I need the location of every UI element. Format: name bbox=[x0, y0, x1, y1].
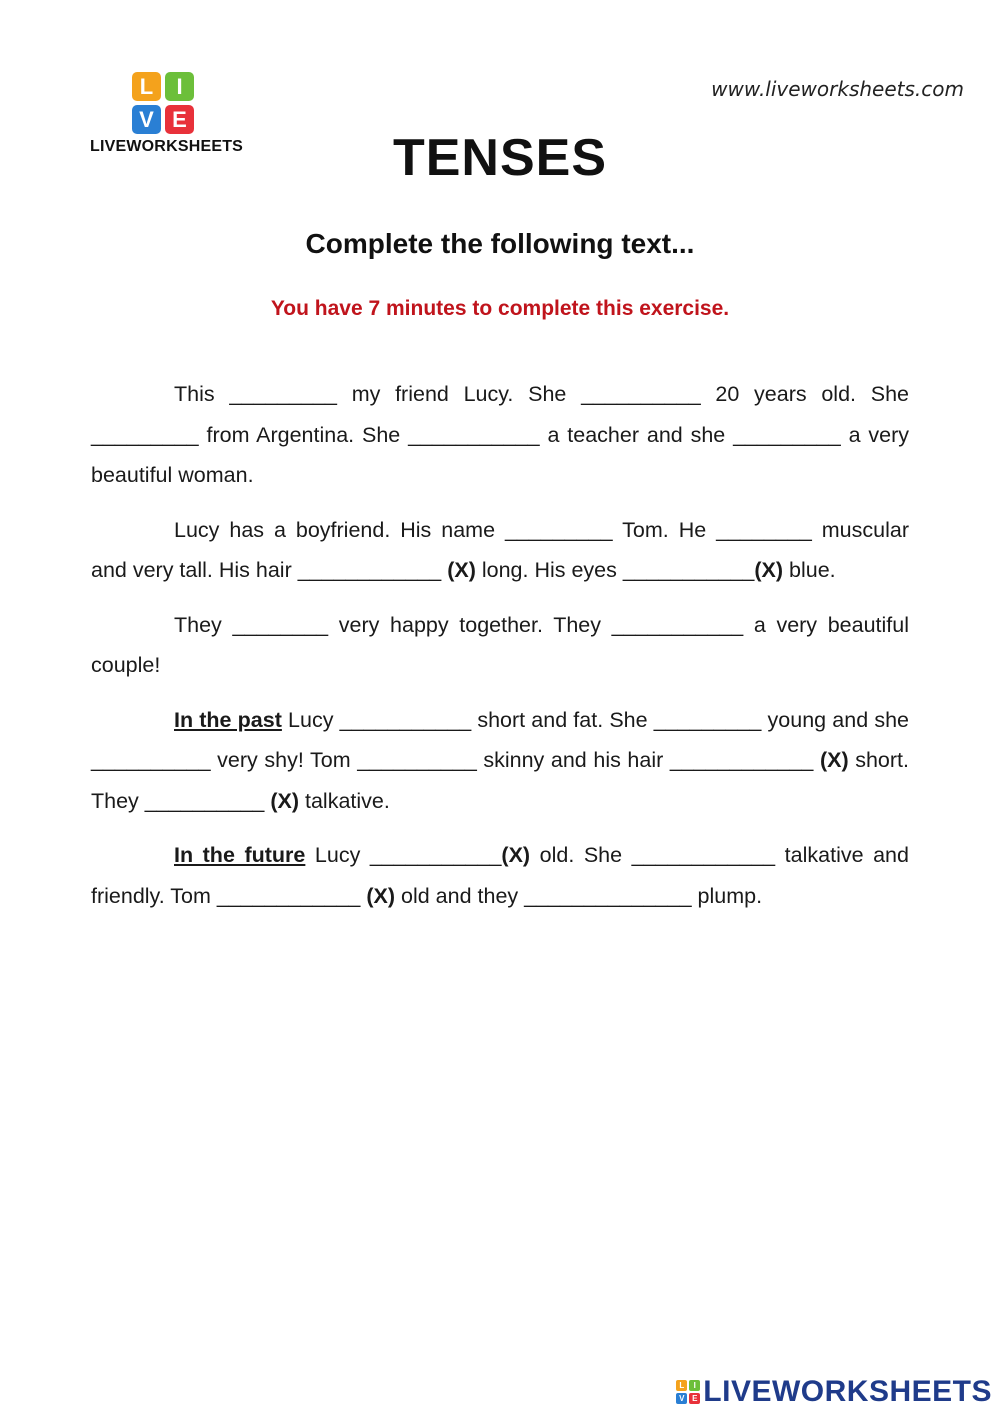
timer-note: You have 7 minutes to complete this exercise. bbox=[270, 297, 730, 320]
text-run: This bbox=[174, 382, 230, 406]
text-run: Lucy bbox=[305, 843, 370, 867]
answer-blank[interactable]: ________ bbox=[232, 612, 329, 637]
footer-tile-e: E bbox=[689, 1393, 700, 1404]
text-run: young and she bbox=[761, 707, 909, 732]
site-url[interactable]: www.liveworksheets.com bbox=[711, 77, 964, 101]
answer-blank[interactable]: ____________ bbox=[297, 558, 442, 582]
answer-blank[interactable]: __________ bbox=[581, 382, 701, 406]
text-run: a very beautiful couple! bbox=[91, 612, 909, 677]
text-run: talkative and friendly. Tom bbox=[91, 843, 909, 908]
answer-blank[interactable]: _________ bbox=[504, 517, 613, 542]
footer-logo-text: LIVEWORKSHEETS bbox=[703, 1375, 992, 1408]
text-run: very happy together. They bbox=[328, 612, 612, 637]
text-run: my friend Lucy. She bbox=[336, 382, 582, 406]
text-run: short. They bbox=[91, 748, 909, 813]
time-marker-past: In the past bbox=[174, 707, 282, 732]
logo-tiles bbox=[132, 72, 194, 134]
footer-logo bbox=[676, 1377, 992, 1407]
answer-blank[interactable]: _________ bbox=[653, 707, 762, 732]
negative-marker: (X) bbox=[501, 843, 531, 867]
paragraph-5 bbox=[91, 835, 909, 916]
text-run: Lucy bbox=[281, 707, 340, 732]
logo-tile-v: V bbox=[132, 105, 161, 134]
answer-blank[interactable]: __________ bbox=[144, 788, 265, 813]
text-run: They bbox=[174, 612, 233, 637]
text-run: talkative. bbox=[299, 788, 390, 813]
exercise-text bbox=[91, 374, 909, 930]
negative-marker: (X) bbox=[366, 883, 396, 908]
answer-blank[interactable]: _________ bbox=[229, 382, 337, 406]
worksheet-instruction: Complete the following text... bbox=[305, 228, 695, 259]
answer-blank[interactable]: ___________ bbox=[611, 612, 744, 637]
text-run: long. His eyes bbox=[475, 558, 623, 582]
paragraph-3 bbox=[91, 605, 909, 686]
time-marker-future: In the future bbox=[174, 843, 306, 867]
footer-tile-l: L bbox=[676, 1380, 687, 1391]
text-run: very shy! Tom bbox=[210, 748, 358, 772]
answer-blank[interactable]: ____________ bbox=[216, 883, 361, 908]
text-run: old and they bbox=[395, 883, 525, 908]
answer-blank[interactable]: __________ bbox=[91, 748, 211, 772]
footer-tile-v: V bbox=[676, 1393, 687, 1404]
text-run: a very beautiful woman. bbox=[91, 422, 909, 487]
text-run: 20 years old. She bbox=[700, 382, 909, 406]
worksheet-title: TENSES bbox=[392, 129, 608, 187]
negative-marker: (X) bbox=[754, 558, 784, 582]
footer-logo-tiles bbox=[676, 1380, 700, 1404]
text-run: from Argentina. She bbox=[198, 422, 409, 447]
answer-blank[interactable]: ___________ bbox=[339, 707, 472, 732]
answer-blank[interactable]: ___________ bbox=[408, 422, 540, 447]
text-run: short and fat. She bbox=[471, 707, 654, 732]
answer-blank[interactable]: ______________ bbox=[524, 883, 692, 908]
text-run: muscular and very tall. His hair bbox=[91, 517, 909, 582]
paragraph-4 bbox=[91, 700, 909, 822]
negative-marker: (X) bbox=[447, 558, 476, 582]
logo-tile-l: L bbox=[132, 72, 161, 101]
logo-tile-i: I bbox=[165, 72, 194, 101]
footer-tile-i: I bbox=[689, 1380, 700, 1391]
answer-blank[interactable]: _________ bbox=[733, 422, 841, 447]
answer-blank[interactable]: _________ bbox=[91, 422, 199, 447]
text-run: Lucy has a boyfriend. His name bbox=[174, 517, 505, 542]
logo-tile-e: E bbox=[165, 105, 194, 134]
paragraph-1 bbox=[91, 374, 909, 496]
text-run: Tom. He bbox=[612, 517, 717, 542]
answer-blank[interactable]: __________ bbox=[357, 748, 477, 772]
negative-marker: (X) bbox=[270, 788, 300, 813]
answer-blank[interactable]: ____________ bbox=[669, 748, 814, 772]
answer-blank[interactable]: ___________ bbox=[369, 843, 502, 867]
text-run: blue. bbox=[783, 558, 836, 582]
paragraph-2 bbox=[91, 510, 909, 591]
answer-blank[interactable]: ____________ bbox=[631, 843, 776, 867]
negative-marker: (X) bbox=[819, 748, 849, 772]
text-run: old. She bbox=[530, 843, 632, 867]
logo-text: LIVEWORKSHEETS bbox=[90, 138, 244, 155]
text-run: skinny and his hair bbox=[476, 748, 670, 772]
answer-blank[interactable]: ________ bbox=[716, 517, 812, 542]
text-run: plump. bbox=[691, 883, 763, 908]
answer-blank[interactable]: ___________ bbox=[622, 558, 755, 582]
text-run: a teacher and she bbox=[539, 422, 734, 447]
